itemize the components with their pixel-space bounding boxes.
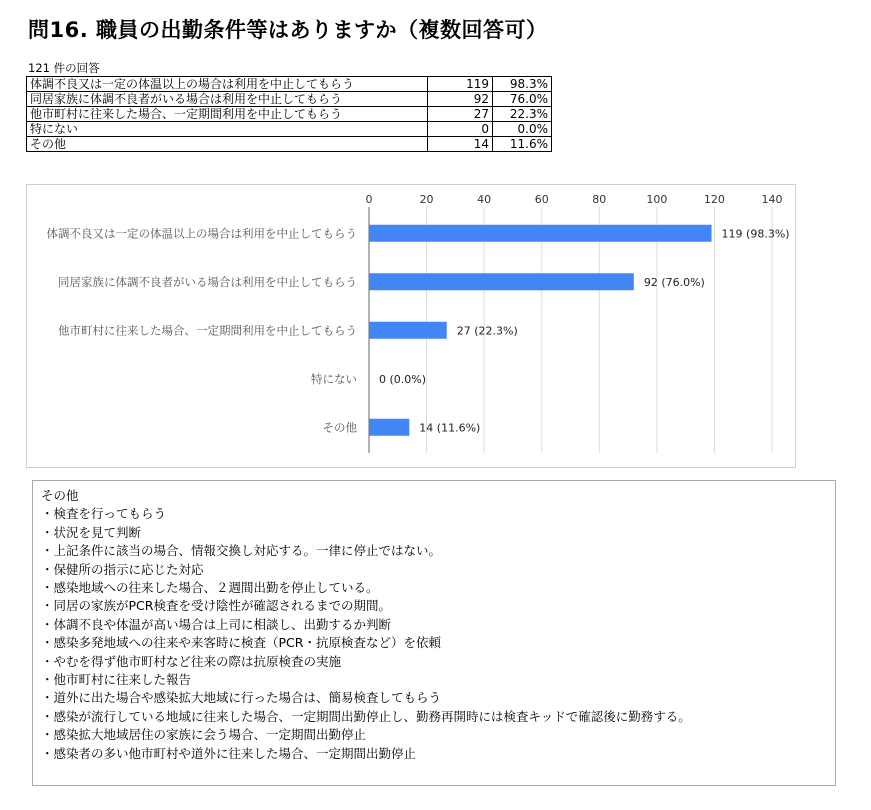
row-percent: 11.6% bbox=[493, 137, 552, 152]
bar-chart-svg bbox=[27, 185, 795, 467]
row-count: 27 bbox=[428, 107, 493, 122]
summary-table bbox=[26, 76, 552, 152]
x-tick-label: 140 bbox=[761, 193, 783, 206]
other-list-item: ・感染者の多い他市町村や道外に往来した場合、一定期間出勤停止 bbox=[41, 745, 417, 761]
bar bbox=[369, 225, 712, 242]
x-tick-label: 40 bbox=[477, 193, 492, 206]
x-tick-label: 80 bbox=[592, 193, 607, 206]
data-label: 27 (22.3%) bbox=[456, 324, 518, 338]
other-list bbox=[41, 505, 835, 763]
row-percent: 0.0% bbox=[493, 122, 552, 137]
row-count: 0 bbox=[428, 122, 493, 137]
other-list-item: ・同居の家族がPCR検査を受け陰性が確認されるまでの期間。 bbox=[41, 598, 391, 614]
row-label: 体調不良又は一定の体温以上の場合は利用を中止してもらう bbox=[27, 77, 428, 92]
table-row bbox=[27, 137, 552, 152]
x-tick-label: 120 bbox=[703, 193, 725, 206]
other-heading: その他 bbox=[41, 488, 79, 503]
other-list-item: ・感染拡大地域居住の家族に会う場合、一定期間出勤停止 bbox=[41, 727, 367, 743]
other-list-item: ・感染地域への往来した場合、２週間出勤を停止している。 bbox=[41, 580, 379, 596]
response-count: 121 件の回答 bbox=[28, 61, 100, 75]
other-list-item: ・体調不良や体温が高い場合は上司に相談し、出勤するか判断 bbox=[41, 616, 392, 632]
row-count: 92 bbox=[428, 92, 493, 107]
other-list-item: ・検査を行ってもらう bbox=[41, 506, 167, 522]
other-list-item: ・他市町村に往来した報告 bbox=[41, 672, 192, 688]
x-tick-label: 20 bbox=[419, 193, 434, 206]
category-label: 他市町村に往来した場合、一定期間利用を中止してもらう bbox=[58, 323, 357, 338]
other-list-item: ・状況を見て判断 bbox=[41, 524, 142, 540]
table-row bbox=[27, 77, 552, 92]
table-row bbox=[27, 92, 552, 107]
bar bbox=[369, 322, 447, 339]
row-count: 14 bbox=[428, 137, 493, 152]
row-label: 特にない bbox=[27, 122, 428, 137]
row-label: その他 bbox=[27, 137, 428, 152]
other-list-item: ・感染多発地域への往来や来客時に検査（PCR・抗原検査など）を依頼 bbox=[41, 635, 441, 651]
bar-chart bbox=[26, 184, 796, 468]
category-label: その他 bbox=[322, 420, 357, 435]
bar bbox=[369, 273, 634, 290]
data-label: 0 (0.0%) bbox=[379, 372, 427, 386]
row-percent: 98.3% bbox=[493, 77, 552, 92]
data-label: 14 (11.6%) bbox=[419, 421, 481, 435]
other-list-item: ・感染が流行している地域に往来した場合、一定期間出勤停止し、勤務再開時には検査キッドで確認後に勤務する。 bbox=[41, 708, 691, 724]
table-row bbox=[27, 122, 552, 137]
other-list-item: ・道外に出た場合や感染拡大地域に行った場合は、簡易検査してもらう bbox=[41, 690, 442, 706]
page-title: 問16. 職員の出勤条件等はありますか（複数回答可） bbox=[28, 18, 548, 42]
category-label: 体調不良又は一定の体温以上の場合は利用を中止してもらう bbox=[46, 226, 357, 241]
data-label: 92 (76.0%) bbox=[643, 275, 705, 289]
bar bbox=[369, 419, 409, 436]
data-label: 119 (98.3%) bbox=[721, 227, 790, 241]
row-label: 同居家族に体調不良者がいる場合は利用を中止してもらう bbox=[27, 92, 428, 107]
row-percent: 22.3% bbox=[493, 107, 552, 122]
category-label: 特にない bbox=[311, 371, 357, 386]
other-list-item: ・上記条件に該当の場合、情報交換し対応する。一律に停止ではない。 bbox=[41, 543, 442, 559]
other-list-item: ・保健所の指示に応じた対応 bbox=[41, 561, 204, 577]
other-list-item: ・やむを得ず他市町村など往来の際は抗原検査の実施 bbox=[41, 653, 342, 669]
row-label: 他市町村に往来した場合、一定期間利用を中止してもらう bbox=[27, 107, 428, 122]
row-count: 119 bbox=[428, 77, 493, 92]
table-row bbox=[27, 107, 552, 122]
other-responses-box bbox=[32, 480, 836, 786]
category-label: 同居家族に体調不良者がいる場合は利用を中止してもらう bbox=[58, 274, 357, 289]
x-tick-label: 60 bbox=[534, 193, 549, 206]
row-percent: 76.0% bbox=[493, 92, 552, 107]
x-tick-label: 0 bbox=[365, 193, 373, 206]
x-tick-label: 100 bbox=[646, 193, 668, 206]
